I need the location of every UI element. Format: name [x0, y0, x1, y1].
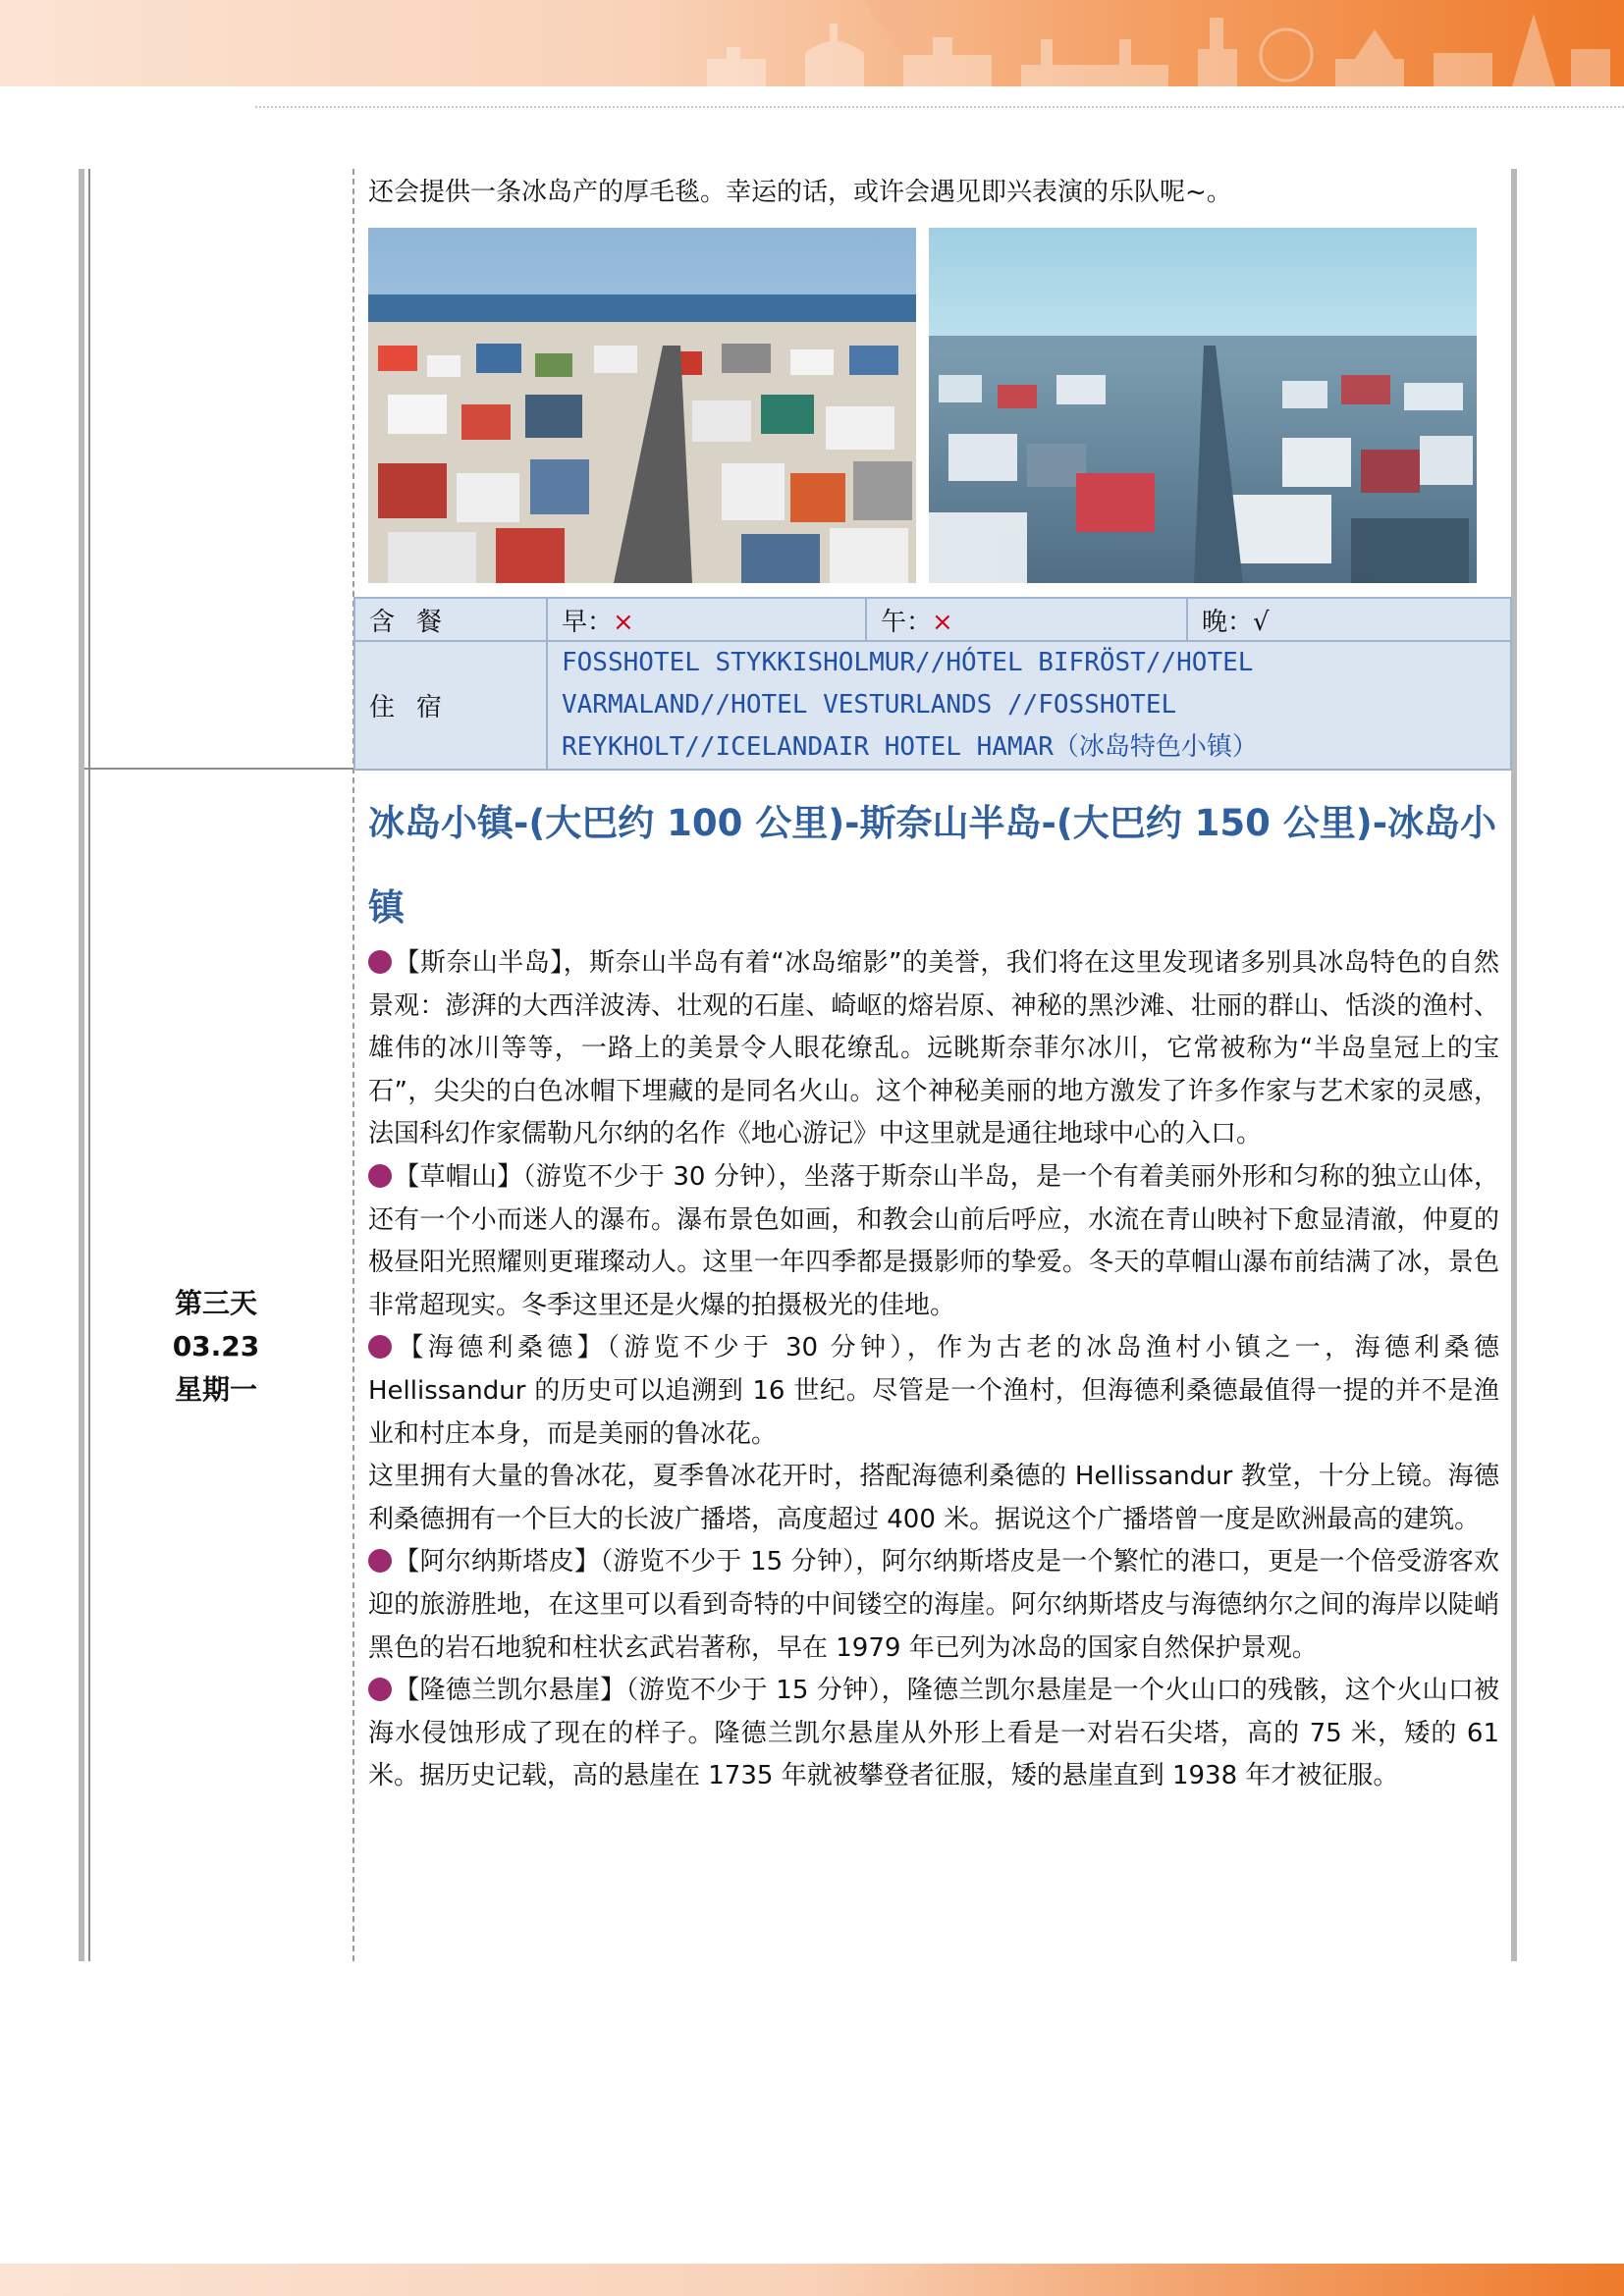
dinner-mark: √	[1253, 607, 1270, 637]
paragraph-lupine: 这里拥有大量的鲁冰花，夏季鲁冰花开时，搭配海德利桑德的 Hellissandur 教堂，十分上镜。海德利桑德拥有一个巨大的长波广播塔，高度超过 400 米。据说这个广播塔曾一度是欧洲最高的建筑。	[368, 1462, 1499, 1534]
paragraph-arnarstapi: 【阿尔纳斯塔皮】（游览不少于 15 分钟），阿尔纳斯塔皮是一个繁忙的港口，更是一个倍受游客欢迎的旅游胜地，在这里可以看到奇特的中间镂空的海崖。阿尔纳斯塔皮与海德纳尔之间的海岸以陡峭黑色的岩石地貌和柱状玄武岩著称，早在 1979 年已列为冰岛的国家自然保护景观。	[368, 1547, 1499, 1663]
table-border-left	[79, 169, 84, 1961]
intro-line: 还会提供一条冰岛产的厚毛毯。幸运的话，或许会遇见即兴表演的乐队呢~。	[368, 178, 1232, 207]
header-dotted-rule	[255, 106, 1624, 108]
route-title: 冰岛小镇-(大巴约 100 公里)-斯奈山半岛-(大巴约 150 公里)-冰岛小镇	[368, 802, 1497, 929]
meals-label: 含餐	[354, 598, 547, 641]
lodging-label: 住宿	[354, 641, 547, 770]
bullet-dot	[368, 1549, 392, 1573]
paragraph-londrangar: 【隆德兰凯尔悬崖】（游览不少于 15 分钟），隆德兰凯尔悬崖是一个火山口的残骸，这个火山口被海水侵蚀形成了现在的样子。隆德兰凯尔悬崖从外形上看是一对岩石尖塔，高的 75 米，矮的 61 米。据历史记载，高的悬崖在 1735 年就被攀登者征服，矮的悬崖直到 1938 年才被征服。	[368, 1676, 1499, 1791]
table-border-left-inner	[88, 169, 90, 1961]
itinerary-body	[368, 942, 1499, 1798]
lunch-label: 午：	[881, 607, 933, 637]
bullet-dot	[368, 950, 392, 974]
bullet-dot	[368, 1335, 392, 1359]
paragraph-kirkjufell: 【草帽山】（游览不少于 30 分钟），坐落于斯奈山半岛，是一个有着美丽外形和匀称的独立山体，还有一个小而迷人的瀑布。瀑布景色如画，和教会山前后呼应，水流在青山映衬下愈显清澈，仲夏的极昼阳光照耀则更璀璨动人。这里一年四季都是摄影师的挚爱。冬天的草帽山瀑布前结满了冰，景色非常超现实。冬季这里还是火爆的拍摄极光的佳地。	[368, 1161, 1499, 1320]
table-border-right	[1511, 169, 1517, 1961]
breakfast-cell	[547, 598, 866, 641]
reykjavik-photo-day	[368, 228, 916, 583]
day-date: 03.23	[172, 1330, 260, 1362]
page-footer-band	[0, 2264, 1624, 2296]
lodging-hotels: FOSSHOTEL STYKKISHOLMUR//HÓTEL BIFRÖST//HOTEL VARMALAND//HOTEL VESTURLANDS //FOSSHOTEL REYKHOLT//ICELANDAIR HOTEL HAMAR（冰岛特色小镇）	[547, 641, 1511, 770]
dinner-label: 晚：	[1202, 607, 1254, 637]
dinner-cell	[1187, 598, 1511, 641]
lunch-cell	[866, 598, 1187, 641]
paragraph-hellissandur: 【海德利桑德】（游览不少于 30 分钟），作为古老的冰岛渔村小镇之一，海德利桑德 Hellissandur 的历史可以追溯到 16 世纪。尽管是一个渔村，但海德利桑德最值得一提的并不是渔业和村庄本身，而是美丽的鲁冰花。	[368, 1333, 1499, 1449]
page-header-band	[0, 0, 1624, 86]
day-label	[147, 1282, 285, 1412]
bullet-dot	[368, 1164, 392, 1188]
meals-lodging-table	[353, 597, 1512, 771]
reykjavik-photo-dusk	[929, 228, 1477, 583]
breakfast-label: 早：	[562, 607, 614, 637]
lunch-mark: ×	[932, 607, 953, 637]
city-skyline-decoration	[687, 10, 1620, 86]
day-weekday: 星期一	[174, 1373, 257, 1406]
breakfast-mark: ×	[613, 607, 634, 637]
bullet-dot	[368, 1678, 392, 1701]
paragraph-snaefellsnes: 【斯奈山半岛】，斯奈山半岛有着“冰岛缩影”的美誉，我们将在这里发现诸多别具冰岛特色的自然景观：澎湃的大西洋波涛、壮观的石崖、崎岖的熔岩原、神秘的黑沙滩、壮丽的群山、恬淡的渔村、雄伟的冰川等等，一路上的美景令人眼花缭乱。远眺斯奈菲尔冰川，它常被称为“半岛皇冠上的宝石”，尖尖的白色冰帽下埋藏的是同名火山。这个神秘美丽的地方激发了许多作家与艺术家的灵感，法国科幻作家儒勒凡尔纳的名作《地心游记》中这里就是通往地球中心的入口。	[368, 948, 1499, 1149]
column-divider	[352, 169, 354, 1961]
day-number: 第三天	[174, 1287, 257, 1319]
